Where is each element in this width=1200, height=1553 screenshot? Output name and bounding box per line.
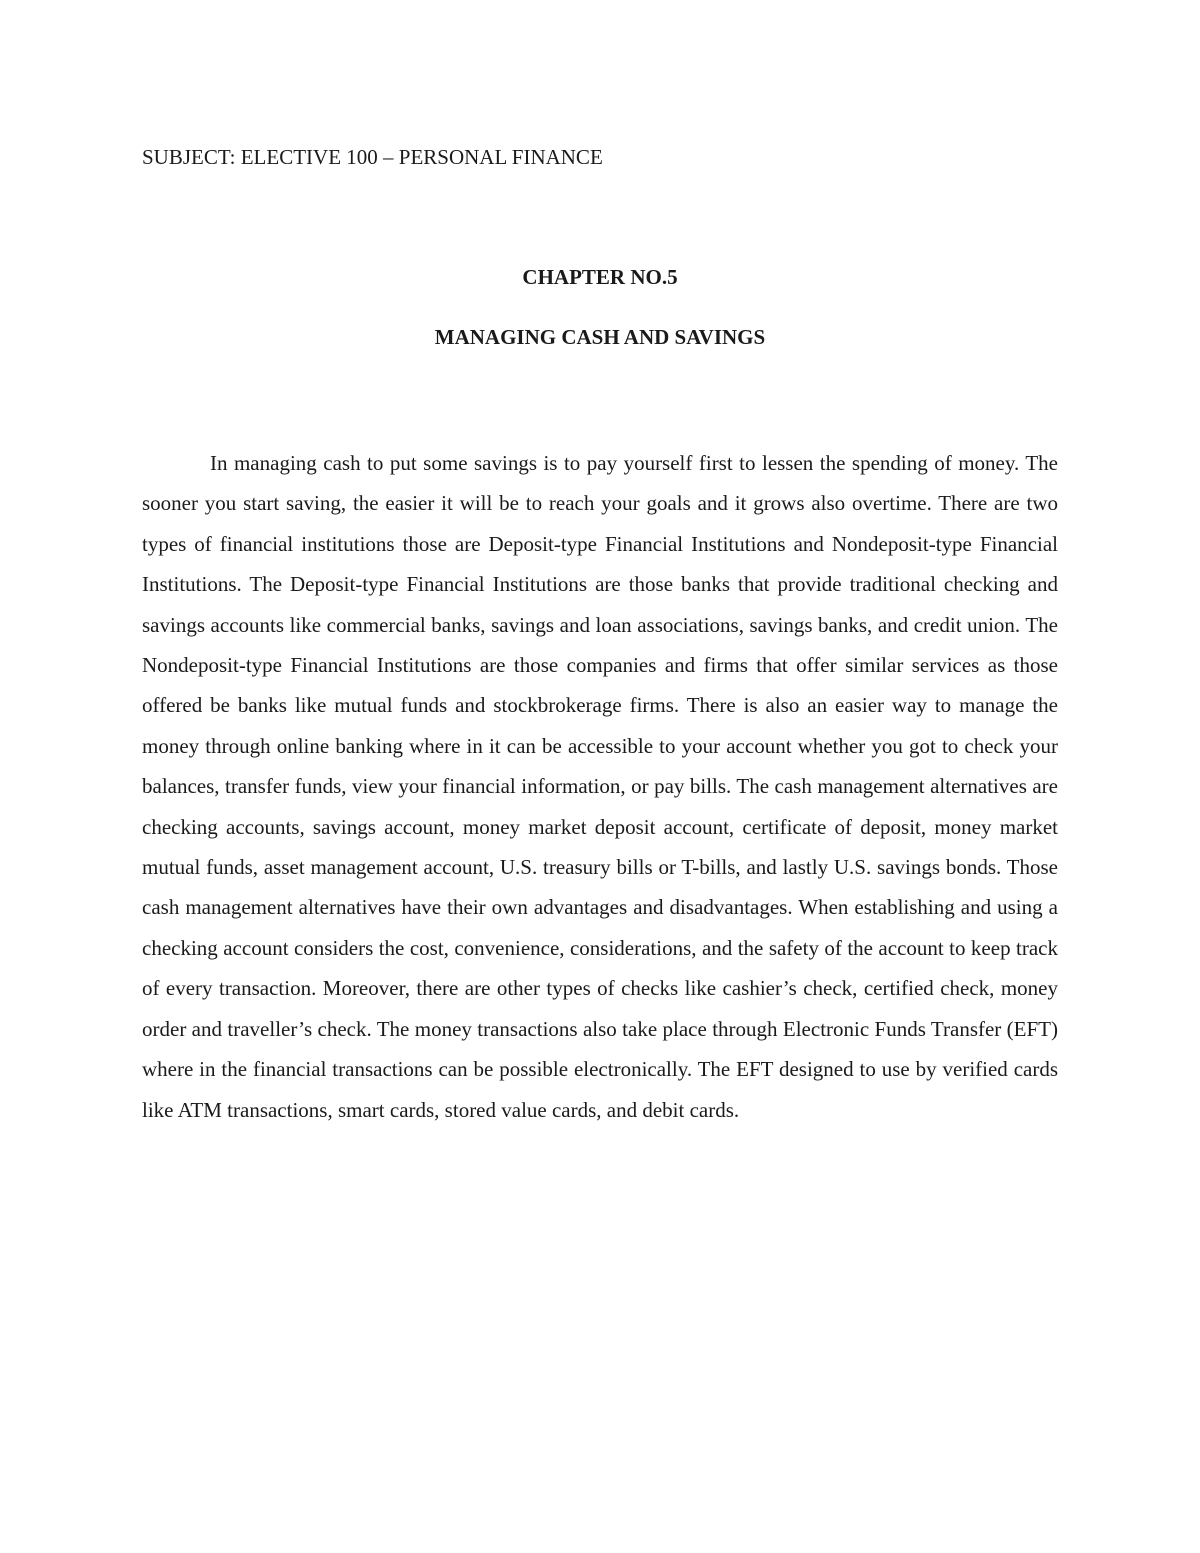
body-paragraph: In managing cash to put some savings is to pay yourself first to lessen the spending of money. The sooner you start saving, the easier it will be to reach your goals and it grows also overtime. There are two types of financial institutions those are Deposit-type Financial Institutions and Nondeposit-type Financial Institutions. The Deposit-type Financial Institutions are those banks that provide traditional checking and savings accounts like commercial banks, savings and loan associations, savings banks, and credit union. The Nondeposit-type Financial Institutions are those companies and firms that offer similar services as those offered be banks like mutual funds and stockbrokerage firms. There is also an easier way to manage the money through online banking where in it can be accessible to your account whether you got to check your balances, transfer funds, view your financial information, or pay bills. The cash management alternatives are checking accounts, savings account, money market deposit account, certificate of deposit, money market mutual funds, asset management account, U.S. treasury bills or T-bills, and lastly U.S. savings bonds. Those cash management alternatives have their own advantages and disadvantages. When establishing and using a checking account considers the cost, convenience, considerations, and the safety of the account to keep track of every transaction. Moreover, there are other types of checks like cashier’s check, certified check, money order and traveller’s check. The money transactions also take place through Electronic Funds Transfer (EFT) where in the financial transactions can be possible electronically. The EFT designed to use by verified cards like ATM transactions, smart cards, stored value cards, and debit cards.: [142, 451, 1058, 1122]
chapter-number: CHAPTER NO.5: [522, 265, 678, 289]
subject-line: SUBJECT: ELECTIVE 100 – PERSONAL FINANCE: [142, 145, 603, 169]
chapter-title: MANAGING CASH AND SAVINGS: [434, 325, 766, 349]
